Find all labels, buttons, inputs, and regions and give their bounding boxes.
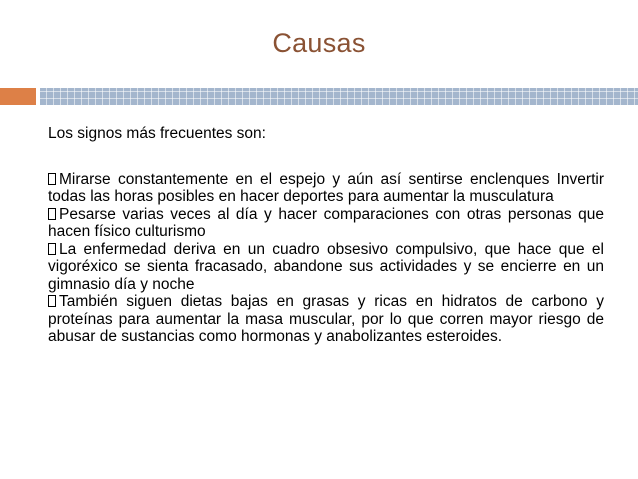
bullet-box-icon	[48, 243, 56, 255]
slide-content	[48, 125, 604, 346]
bullet-text: También siguen dietas bajas en grasas y ricas en hidratos de carbono y proteínas para aumentar la masa muscular, por lo que corren mayor riesgo de abusar de sustancias como hormonas y anabolizantes esteroides.	[48, 293, 604, 345]
divider-accent	[0, 88, 36, 105]
bullet-text: La enfermedad deriva en un cuadro obsesivo compulsivo, que hace que el vigoréxico se sienta fracasado, abandone sus actividades y se encierre en un gimnasio día y noche	[48, 240, 604, 293]
slide-title	[0, 28, 638, 59]
bullet-box-icon	[48, 208, 56, 220]
bullet-item	[48, 241, 604, 294]
bullet-box-icon	[48, 295, 56, 307]
divider-bar	[40, 88, 638, 105]
title-divider	[0, 88, 638, 105]
intro-text: Los signos más frecuentes son:	[48, 125, 266, 142]
bullet-item	[48, 206, 604, 241]
bullet-box-icon	[48, 173, 56, 185]
bullet-text: Mirarse constantemente en el espejo y aún así sentirse enclenques Invertir todas las horas posibles en hacer deportes para aumentar la musculatura	[48, 170, 604, 205]
bullet-item	[48, 171, 604, 206]
bullet-text: Pesarse varias veces al día y hacer comparaciones con otras personas que hacen físico culturismo	[48, 205, 604, 240]
bullet-item	[48, 293, 604, 346]
slide-title-text: Causas	[272, 28, 366, 58]
